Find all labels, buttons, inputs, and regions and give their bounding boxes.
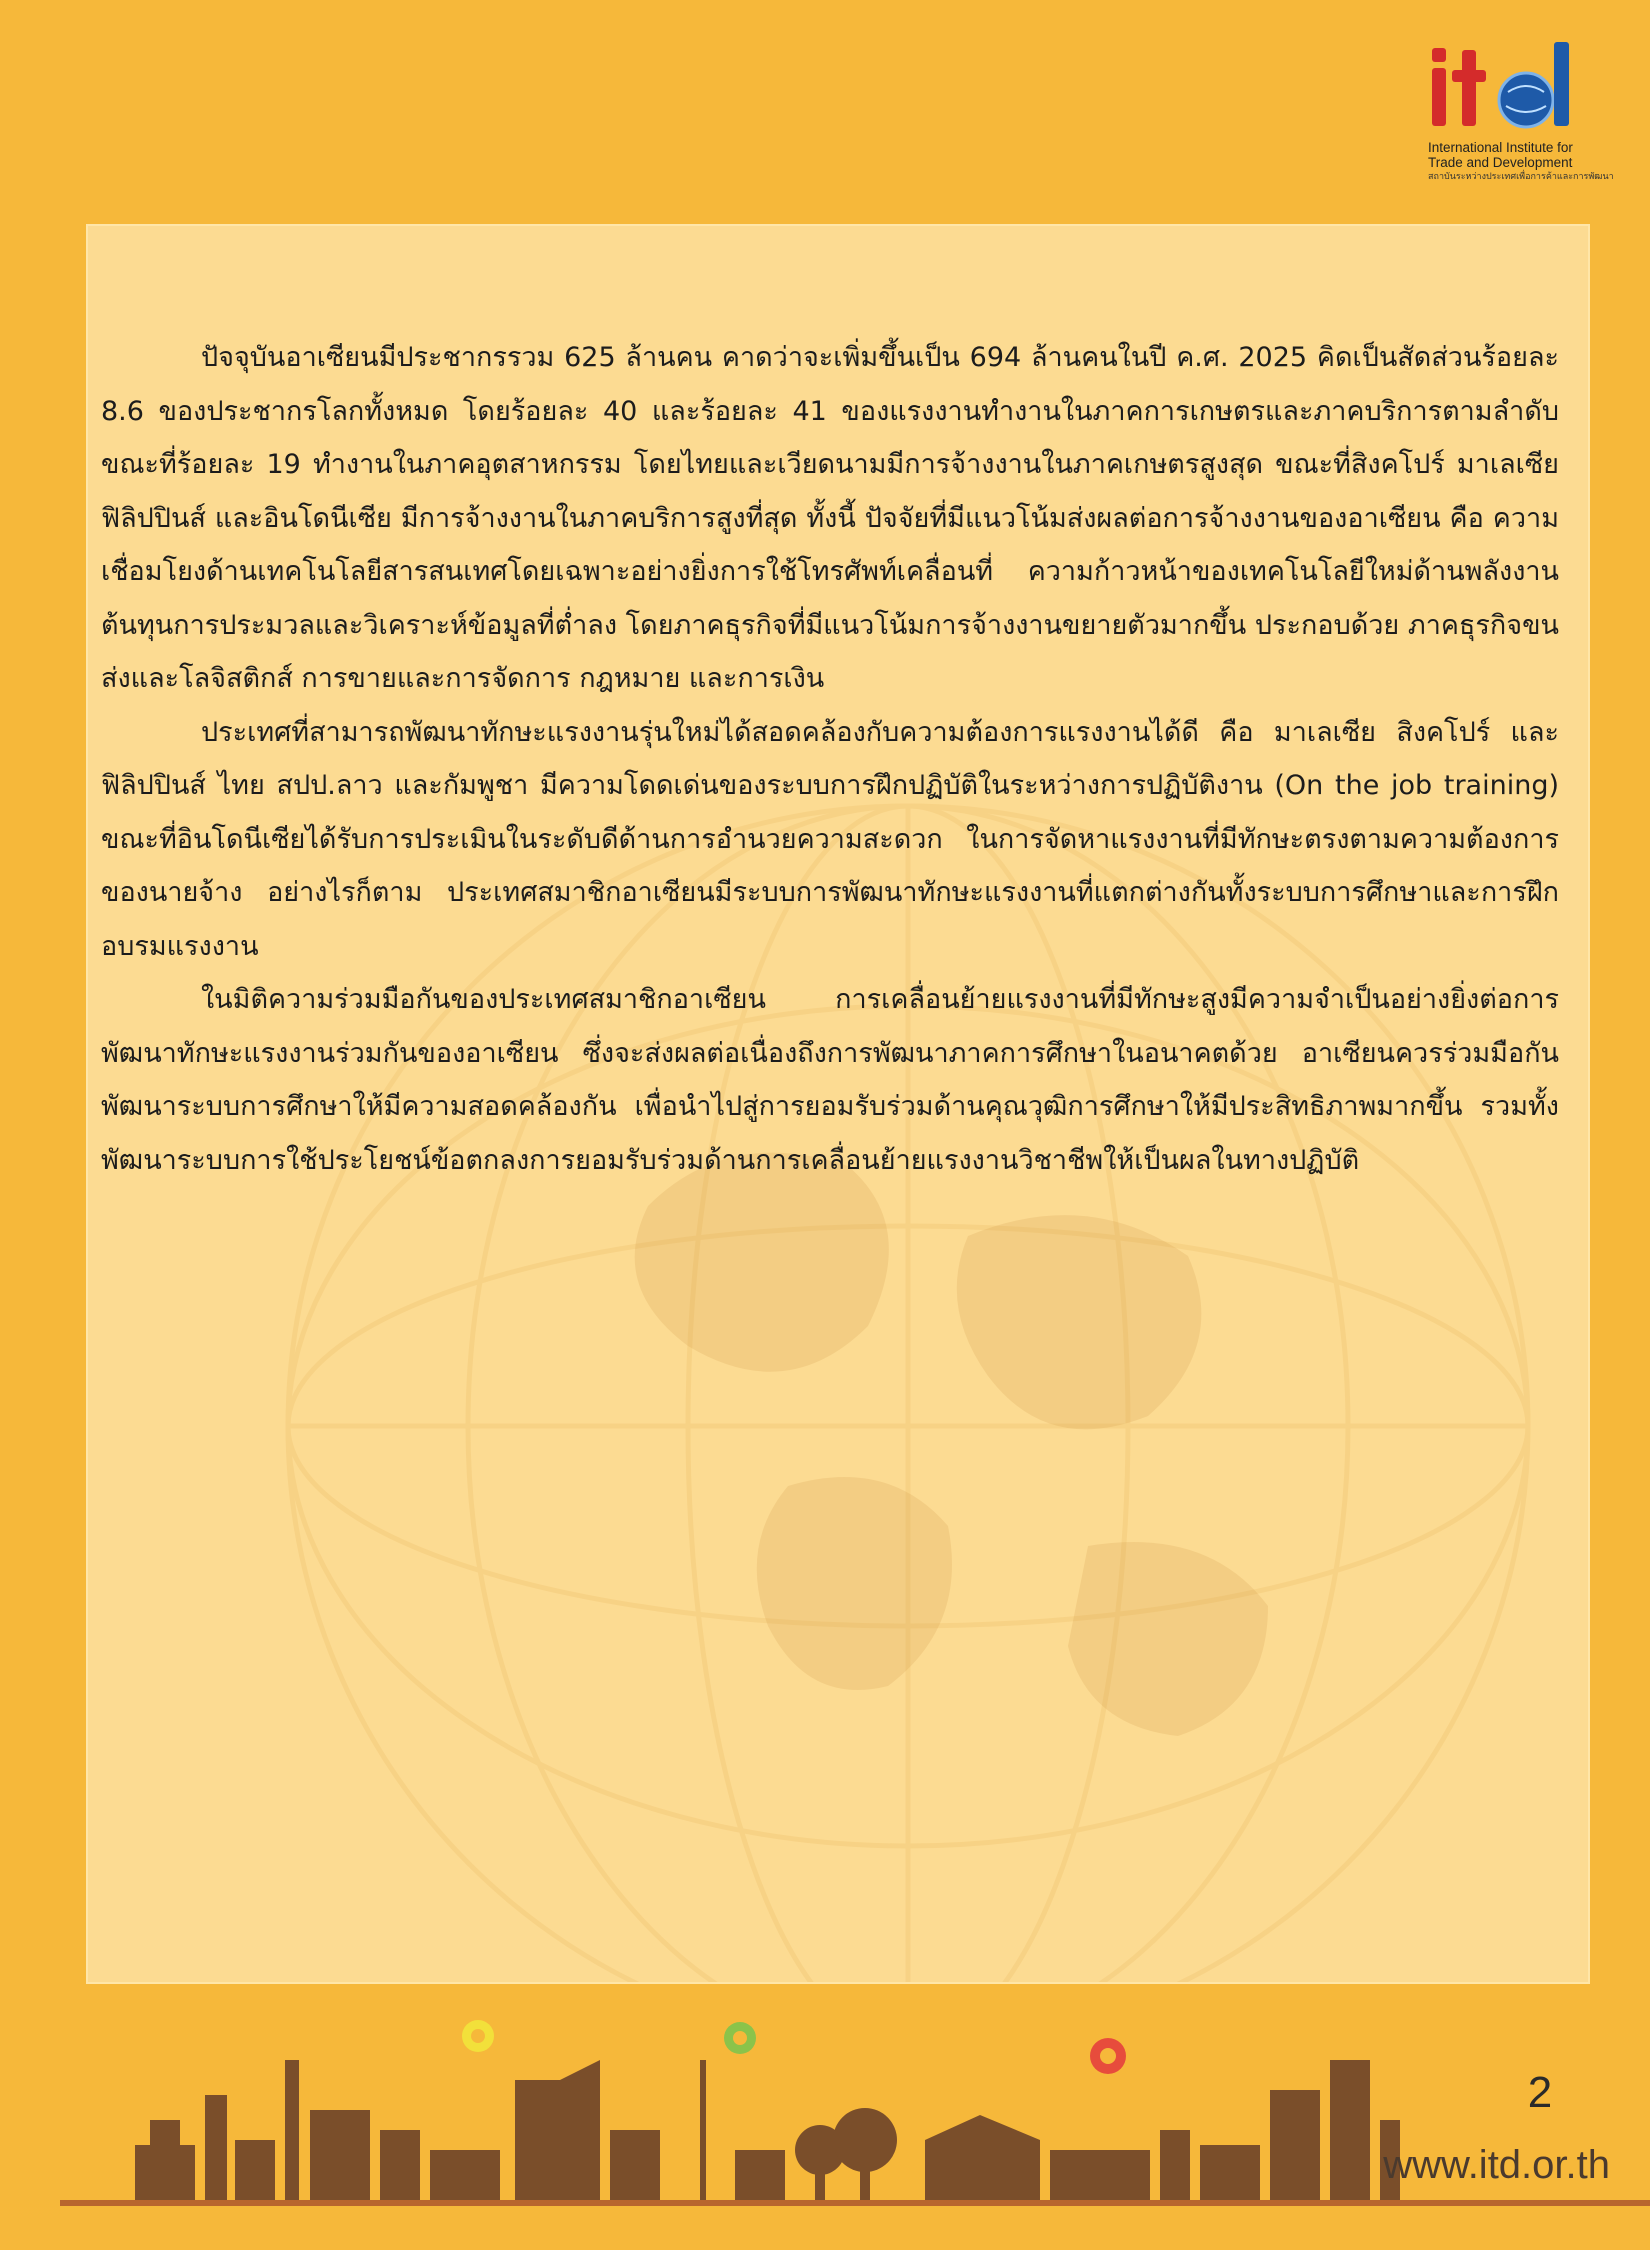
paragraph-3: ในมิติความร่วมมือกันของประเทศสมาชิกอาเซียน การเคลื่อนย้ายแรงงานที่มีทักษะสูงมีความจำเป็นอย่างยิ่งต่อการพัฒนาทักษะแรงงานร่วมกันของอาเซียน ซึ่งจะส่งผลต่อเนื่องถึงการพัฒนาภาคการศึกษาในอนาคตด้วย อาเซียนควรร่วมมือกันพัฒนาระบบการศึกษาให้มีความสอดคล้องกัน เพื่อนำไปสู่การยอมรับร่วมด้านคุณวุฒิการศึกษาให้มีประสิทธิภาพมากขึ้น รวมทั้งพัฒนาระบบการใช้ประโยชน์ข้อตกลงการยอมรับร่วมด้านการเคลื่อนย้ายแรงงานวิชาชีพให้เป็นผลในทางปฏิบัติ xyxy=(101,984,1559,1176)
paragraph-2: ประเทศที่สามารถพัฒนาทักษะแรงงานรุ่นใหม่ได้สอดคล้องกับความต้องการแรงงานได้ดี คือ มาเลเซีย สิงคโปร์ และฟิลิปปินส์ ไทย สปป.ลาว และกัมพูชา มีความโดดเด่นของระบบการฝึกปฏิบัติในระหว่างการปฏิบัติงาน (On the job training) ขณะที่อินโดนีเซียได้รับการประเมินในระดับดีด้านการอำนวยความสะดวก ในการจัดหาแรงงานที่มีทักษะตรงตามความต้องการของนายจ้าง อย่างไรก็ตาม ประเทศสมาชิกอาเซียนมีระบบการพัฒนาทักษะแรงงานที่แตกต่างกันทั้งระบบการศึกษาและการฝึกอบรมแรงงาน xyxy=(101,716,1559,962)
page-number: 2 xyxy=(1527,2068,1553,2117)
city-skyline-illustration xyxy=(0,2000,1650,2250)
paragraph-1: ปัจจุบันอาเซียนมีประชากรรวม 625 ล้านคน คาดว่าจะเพิ่มขึ้นเป็น 694 ล้านคนในปี ค.ศ. 2025 คิดเป็นสัดส่วนร้อยละ 8.6 ของประชากรโลกทั้งหมด โดยร้อยละ 40 และร้อยละ 41 ของแรงงานทำงานในภาคการเกษตรและภาคบริการตามลำดับ ขณะที่ร้อยละ 19 ทำงานในภาคอุตสาหกรรม โดยไทยและเวียดนามมีการจ้างงานในภาคเกษตรสูงสุด ขณะที่สิงคโปร์ มาเลเซีย ฟิลิปปินส์ และอินโดนีเซีย มีการจ้างงานในภาคบริการสูงที่สุด ทั้งนี้ ปัจจัยที่มีแนวโน้มส่งผลต่อการจ้างงานของอาเซียน คือ ความเชื่อมโยงด้านเทคโนโลยีสารสนเทศโดยเฉพาะอย่างยิ่งการใช้โทรศัพท์เคลื่อนที่ ความก้าวหน้าของเทคโนโลยีใหม่ด้านพลังงาน ต้นทุนการประมวลและวิเคราะห์ข้อมูลที่ต่ำลง โดยภาคธุรกิจที่มีแนวโน้มการจ้างงานขยายตัวมากขึ้น ประกอบด้วย ภาคธุรกิจขนส่งและโลจิสติกส์ การขายและการจัดการ กฎหมาย และการเงิน xyxy=(101,342,1559,694)
logo-caption-line1: International Institute for xyxy=(1428,140,1573,155)
website-url[interactable]: www.itd.or.th xyxy=(1383,2143,1610,2187)
itd-logo xyxy=(1428,40,1614,190)
article-body xyxy=(101,331,1559,1187)
itd-logo-mark xyxy=(1428,40,1598,140)
logo-caption-line2: Trade and Development xyxy=(1428,155,1573,170)
content-panel xyxy=(86,224,1590,1984)
logo-caption-thai: สถาบันระหว่างประเทศเพื่อการค้าและการพัฒนา xyxy=(1428,171,1614,181)
